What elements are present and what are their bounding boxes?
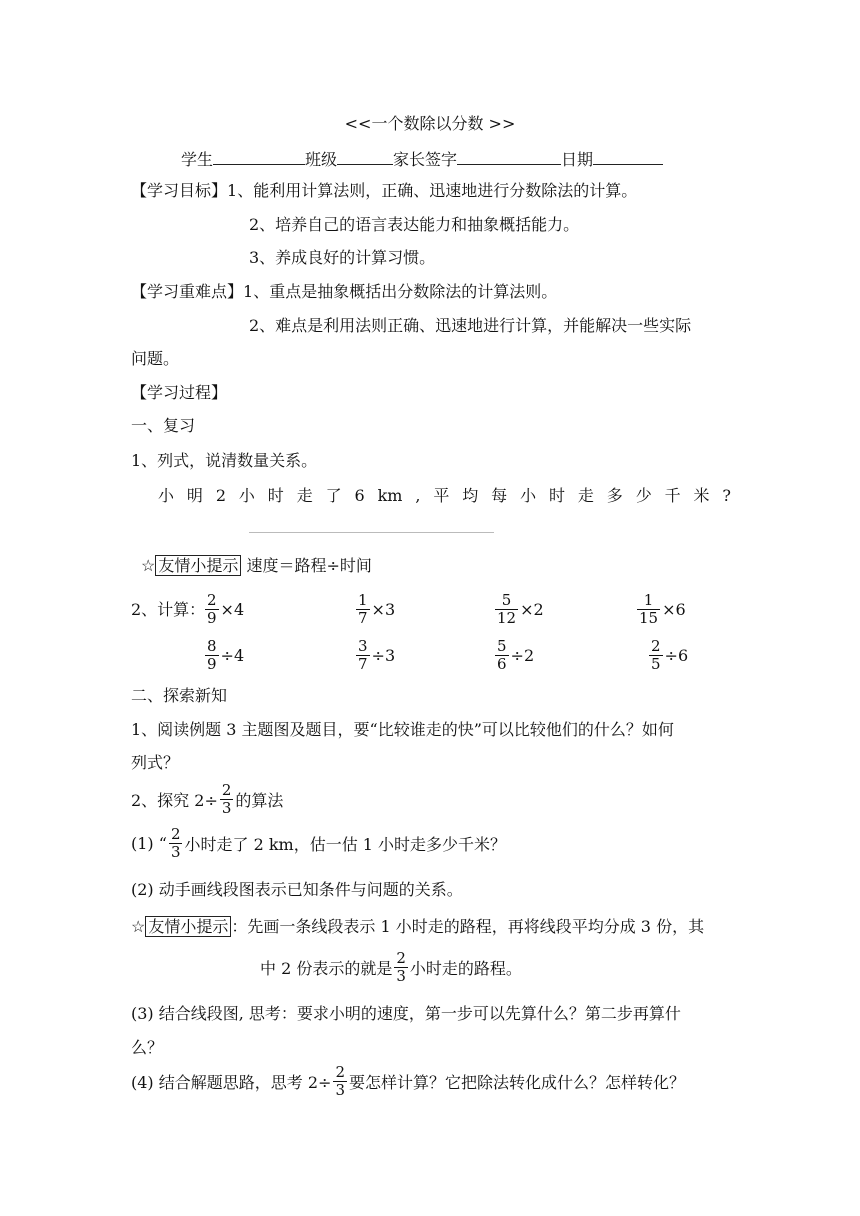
step-prefix: (1) “ <box>131 834 167 853</box>
numerator: 2 <box>335 1063 345 1081</box>
operation: ÷2 <box>510 646 535 665</box>
page-title: <<一个数除以分数 >> <box>344 114 516 133</box>
numerator: 1 <box>358 591 368 609</box>
fraction <box>356 592 370 627</box>
calc-item <box>493 592 544 627</box>
problem-char: 时 <box>548 486 565 505</box>
problem-char: 了 <box>325 486 342 505</box>
explore-heading: 二、探索新知 <box>131 686 228 705</box>
class-label: 班级 <box>305 150 338 169</box>
denominator: 6 <box>497 655 507 673</box>
parent-label: 家长签字 <box>393 150 458 169</box>
numerator: 8 <box>207 637 217 655</box>
star-icon: ☆ <box>141 556 156 575</box>
operation: ÷4 <box>220 646 245 665</box>
goals-line-1 <box>131 181 637 201</box>
problem-char: 时 <box>267 486 284 505</box>
denominator: 3 <box>335 1081 345 1099</box>
operation: ×2 <box>520 600 544 619</box>
calc-item <box>493 638 534 673</box>
problem-char: 平 <box>433 486 450 505</box>
explore-q2 <box>131 782 283 817</box>
problem-char: 小 <box>158 486 175 505</box>
calc-item <box>203 592 244 627</box>
denominator: 3 <box>170 843 181 861</box>
review-tip <box>141 556 372 576</box>
fraction <box>649 638 663 673</box>
fraction <box>169 826 183 861</box>
operation: ÷3 <box>371 646 396 665</box>
problem-char: 米 <box>693 486 710 505</box>
problem-char: 小 <box>520 486 537 505</box>
step-suffix: 小时走了 2 km，估一估 1 小时走多少千米？ <box>184 835 507 854</box>
denominator: 9 <box>207 609 217 627</box>
problem-char: 每 <box>491 486 508 505</box>
explore-step-3-cont: 么？ <box>131 1038 164 1057</box>
goal-item: 1、能利用计算法则，正确、迅速地进行分数除法的计算。 <box>227 181 638 200</box>
fraction <box>495 638 509 673</box>
problem-char: 明 <box>186 486 203 505</box>
problem-char: , <box>415 486 421 505</box>
explore-step-4 <box>131 1064 685 1099</box>
problem-char: 小 <box>238 486 255 505</box>
numerator: 2 <box>170 825 181 843</box>
keypoint-item: 1、重点是抽象概括出分数除法的计算法则。 <box>243 282 558 301</box>
calc-item <box>203 638 244 673</box>
goal-item: 2、培养自己的语言表达能力和抽象概括能力。 <box>249 215 580 234</box>
keypoints-label: 【学习重难点】 <box>131 282 244 301</box>
explore-q1: 1、阅读例题 3 主题图及题目，要“比较谁走的快”可以比较他们的什么？如何 <box>131 720 674 739</box>
denominator: 12 <box>497 609 517 627</box>
problem-char: 多 <box>606 486 623 505</box>
numerator: 2 <box>207 591 217 609</box>
numerator: 5 <box>497 637 507 655</box>
numerator: 2 <box>651 637 661 655</box>
problem-char: ? <box>722 486 731 505</box>
fraction <box>394 950 408 985</box>
step-suffix: 要怎样计算？它把除法转化成什么？怎样转化？ <box>348 1073 685 1092</box>
calc-item <box>354 638 395 673</box>
denominator: 15 <box>639 609 659 627</box>
info-line <box>181 148 663 170</box>
tip-box: 友情小提示 <box>155 555 241 576</box>
process-label: 【学习过程】 <box>131 383 228 402</box>
operation: ×4 <box>220 600 245 619</box>
class-blank[interactable] <box>337 148 393 165</box>
problem-char: 均 <box>462 486 479 505</box>
student-blank[interactable] <box>213 148 305 165</box>
numerator: 1 <box>643 591 654 609</box>
tip-text: 速度＝路程÷时间 <box>246 556 372 575</box>
denominator: 9 <box>207 655 217 673</box>
problem-char: 走 <box>296 486 313 505</box>
numerator: 2 <box>396 949 406 967</box>
answer-line[interactable] <box>249 532 494 533</box>
date-label: 日期 <box>561 150 594 169</box>
denominator: 5 <box>651 655 661 673</box>
explore-tip <box>131 917 704 937</box>
numerator: 2 <box>221 781 232 799</box>
denominator: 3 <box>396 967 406 985</box>
fraction <box>205 592 219 627</box>
explore-step-2: (2) 动手画线段图表示已知条件与问题的关系。 <box>131 880 463 899</box>
step-prefix: (4) 结合解题思路，思考 2÷ <box>131 1073 332 1092</box>
tip-suffix: 小时走的路程。 <box>409 959 522 978</box>
tip-box: 友情小提示 <box>145 916 231 937</box>
tip-prefix: 中 2 份表示的就是 <box>260 959 393 978</box>
problem-char: km <box>377 486 403 505</box>
fraction <box>220 782 234 817</box>
denominator: 7 <box>358 655 368 673</box>
parent-blank[interactable] <box>457 148 561 165</box>
calc-item <box>354 592 395 627</box>
q2-suffix: 的算法 <box>235 791 284 810</box>
fraction <box>495 592 518 627</box>
explore-q1-cont: 列式？ <box>131 753 180 772</box>
q2-prefix: 2、探究 2÷ <box>131 791 218 810</box>
tip-text: ：先画一条线段表示 1 小时走的路程，再将线段平均分成 3 份，其 <box>231 917 705 936</box>
student-label: 学生 <box>181 150 214 169</box>
review-q1-problem <box>158 486 731 506</box>
problem-char: 6 <box>354 486 365 505</box>
denominator: 7 <box>358 609 368 627</box>
date-blank[interactable] <box>593 148 663 165</box>
numerator: 3 <box>358 637 368 655</box>
fraction <box>205 638 219 673</box>
fraction <box>637 592 660 627</box>
calc-item <box>635 592 686 627</box>
problem-char: 2 <box>215 486 226 505</box>
keypoint-item: 2、难点是利用法则正确、迅速地进行计算，并能解决一些实际 <box>249 316 692 335</box>
operation: ×3 <box>371 600 396 619</box>
review-heading: 一、复习 <box>131 416 196 435</box>
explore-step-3: (3) 结合线段图, 思考：要求小明的速度，第一步可以先算什么？第二步再算什 <box>131 1004 681 1023</box>
problem-char: 走 <box>577 486 594 505</box>
review-q2-label: 2、计算： <box>131 600 206 619</box>
star-icon: ☆ <box>131 917 146 936</box>
problem-char: 千 <box>664 486 681 505</box>
keypoint-item-cont: 问题。 <box>131 349 180 368</box>
operation: ÷6 <box>664 646 689 665</box>
fraction <box>356 638 370 673</box>
fraction <box>333 1064 347 1099</box>
numerator: 5 <box>501 591 512 609</box>
goal-item: 3、养成良好的计算习惯。 <box>249 248 436 267</box>
operation: ×6 <box>662 600 686 619</box>
problem-char: 少 <box>635 486 652 505</box>
goals-label: 【学习目标】 <box>131 181 228 200</box>
calc-item <box>647 638 688 673</box>
review-q1: 1、列式，说清数量关系。 <box>131 451 318 470</box>
keypoints-line-1 <box>131 282 557 302</box>
explore-step-1 <box>131 826 506 861</box>
explore-tip-cont <box>260 950 522 985</box>
denominator: 3 <box>221 799 232 817</box>
